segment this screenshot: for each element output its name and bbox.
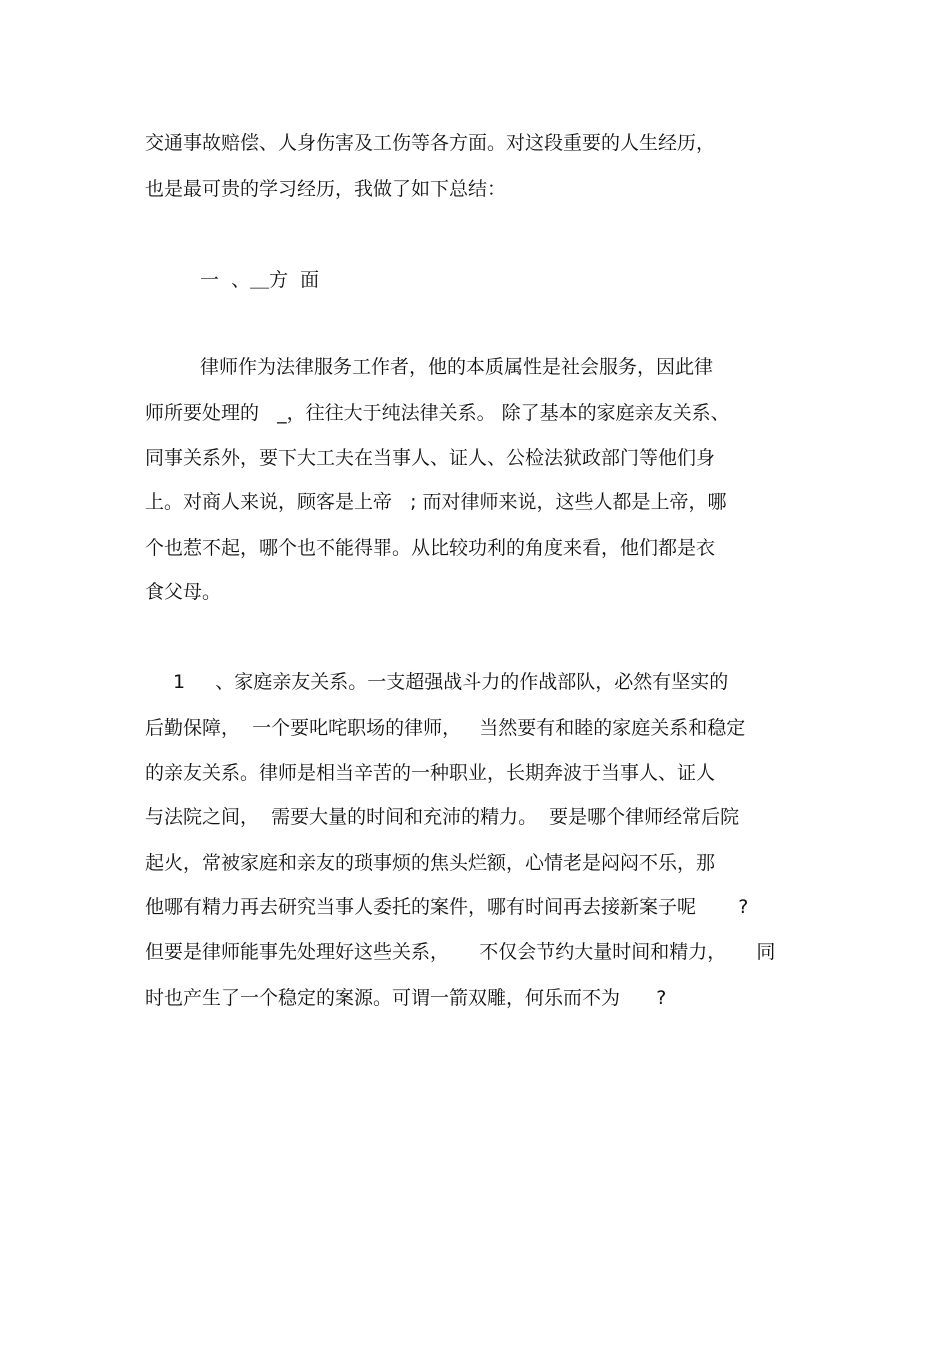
paragraph2-line-3: 的亲友关系。律师是相当辛苦的一种职业，长期奔波于当事人、证人 (145, 762, 716, 784)
paragraph1-line-2: 师所要处理的 _，往往大于纯法律关系。 除了基本的家庭亲友关系、 (145, 402, 730, 424)
paragraph1-line-3: 同事关系外，要下大工夫在当事人、证人、公检法狱政部门等他们身 (145, 447, 716, 469)
intro-line-1: 交通事故赔偿、人身伤害及工伤等各方面。对这段重要的人生经历， (145, 132, 716, 154)
section-heading: 一 、＿方 面 (200, 269, 320, 291)
paragraph1-line-4: 上。对商人来说，顾客是上帝 ; 而对律师来说，这些人都是上帝，哪 (145, 491, 727, 513)
paragraph1-line-1: 律师作为法律服务工作者，他的本质属性是社会服务，因此律 (200, 356, 714, 378)
paragraph2-line-1: 1 、家庭亲友关系。一支超强战斗力的作战部队，必然有坚实的 (173, 671, 729, 693)
paragraph2-line-8: 时也产生了一个稳定的案源。可谓一箭双雕，何乐而不为 ? (145, 987, 667, 1009)
paragraph2-line-4: 与法院之间， 需要大量的时间和充沛的精力。 要是哪个律师经常后院 (145, 806, 740, 828)
paragraph1-line-6: 食父母。 (145, 581, 222, 603)
paragraph2-line-5: 起火，常被家庭和亲友的琐事烦的焦头烂额，心情老是闷闷不乐，那 (145, 852, 716, 874)
paragraph2-line-2: 后勤保障， 一个要叱咤职场的律师， 当然要有和睦的家庭关系和稳定 (145, 717, 746, 739)
intro-line-2: 也是最可贵的学习经历，我做了如下总结： (145, 178, 507, 200)
paragraph2-line-6: 他哪有精力再去研究当事人委托的案件，哪有时间再去接新案子呢 ? (145, 896, 749, 918)
paragraph2-line-7: 但要是律师能事先处理好这些关系， 不仅会节约大量时间和精力， 同 (145, 941, 776, 963)
paragraph1-line-5: 个也惹不起，哪个也不能得罪。从比较功利的角度来看，他们都是衣 (145, 537, 716, 559)
